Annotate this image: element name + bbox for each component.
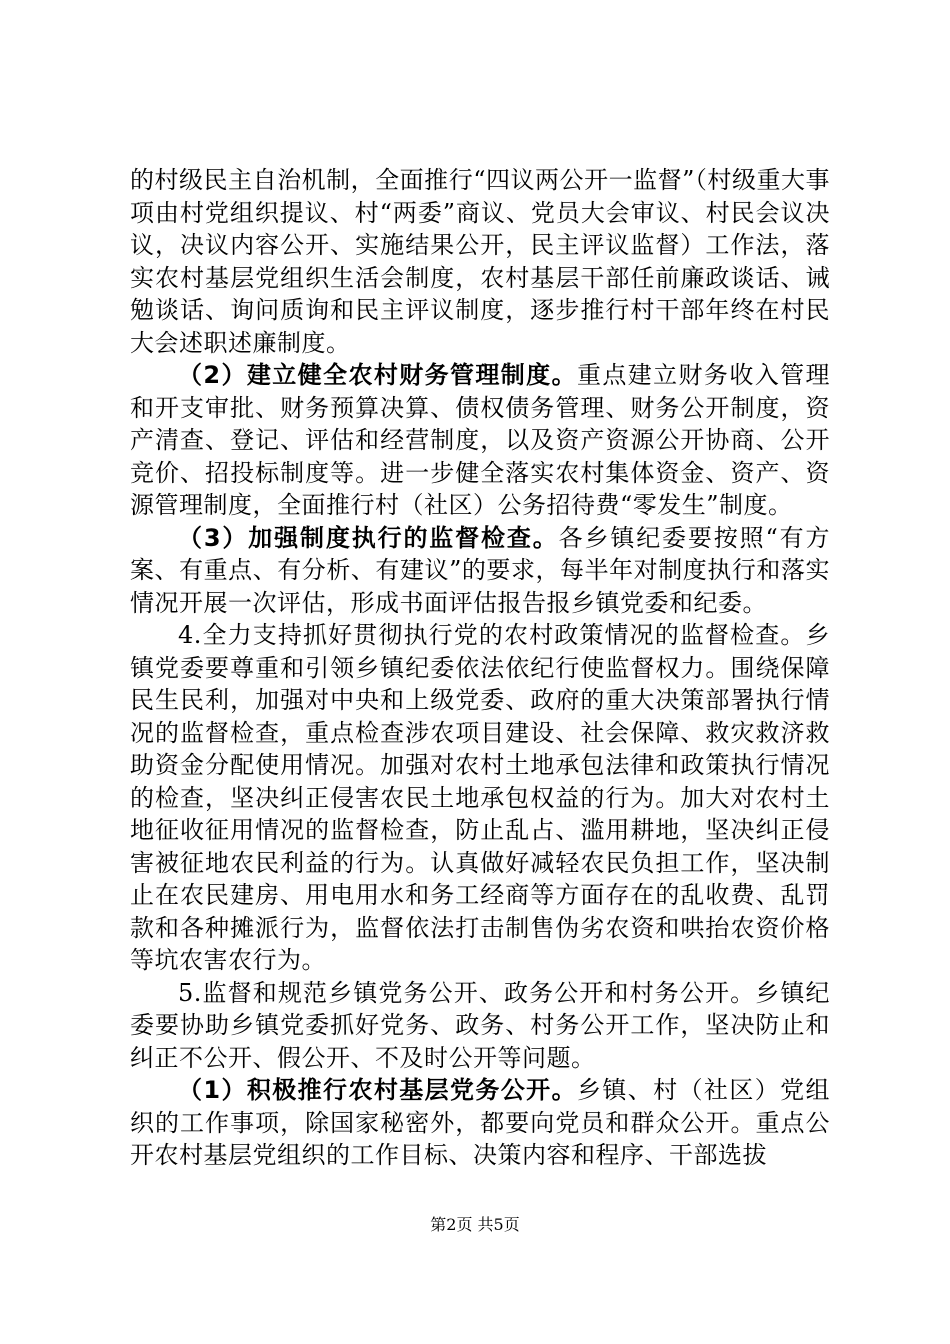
paragraph-text: 乡镇、村（社区）党组织的工作事项，除国家秘密外，都要向党员和群众公开。重点公开农村基层党组织的工作目标、决策内容和程序、干部选拔 <box>130 1076 830 1169</box>
paragraph-1 <box>130 164 830 359</box>
paragraph-6 <box>130 1074 830 1172</box>
paragraph-2 <box>130 359 830 522</box>
paragraph-text: 各乡镇纪委要按照“有方案、有重点、有分析、有建议”的要求，每半年对制度执行和落实情况开展一次评估，形成书面评估报告报乡镇党委和纪委。 <box>130 523 830 617</box>
paragraph-text: 4.全力支持抓好贯彻执行党的农村政策情况的监督检查。乡镇党委要尊重和引领乡镇纪委依法依纪行使监督权力。围绕保障民生民利，加强对中央和上级党委、政府的重大决策部署执行情况的监督检查，重点检查涉农项目建设、社会保障、救灾救济救助资金分配使用情况。加强对农村土地承包法律和政策执行情况的检查，坚决纠正侵害农民土地承包权益的行为。加大对农村土地征收征用情况的监督检查，防止乱占、滥用耕地，坚决纠正侵害被征地农民利益的行为。认真做好减轻农民负担工作，坚决制止在农民建房、用电用水和务工经商等方面存在的乱收费、乱罚款和各种摊派行为，监督依法打击制售伪劣农资和哄抬农资价格等坑农害农行为。 <box>130 621 830 974</box>
paragraph-3 <box>130 522 830 620</box>
paragraph-text: 的村级民主自治机制，全面推行“四议两公开一监督”（村级重大事项由村党组织提议、村“两委”商议、党员大会审议、村民会议决议，决议内容公开、实施结果公开，民主评议监督）工作法，落实农村基层党组织生活会制度，农村基层干部任前廉政谈话、诫勉谈话、询问质询和民主评议制度，逐步推行村干部年终在村民大会述职述廉制度。 <box>130 166 830 357</box>
page-number: 第2页 共5页 <box>430 1215 520 1234</box>
document-body <box>130 164 830 1172</box>
paragraph-heading: （3）加强制度执行的监督检查。 <box>178 523 559 552</box>
page-footer <box>0 1212 950 1235</box>
paragraph-4 <box>130 619 830 977</box>
paragraph-text: 5.监督和规范乡镇党务公开、政务公开和村务公开。乡镇纪委要协助乡镇党委抓好党务、政务、村务公开工作，坚决防止和纠正不公开、假公开、不及时公开等问题。 <box>130 978 830 1072</box>
paragraph-text: 重点建立财务收入管理和开支审批、财务预算决算、债权债务管理、财务公开制度，资产清查、登记、评估和经营制度，以及资产资源公开协商、公开竞价、招投标制度等。进一步健全落实农村集体资金、资产、资源管理制度，全面推行村（社区）公务招待费“零发生”制度。 <box>130 361 830 519</box>
paragraph-heading: （2）建立健全农村财务管理制度。 <box>178 361 577 389</box>
paragraph-5 <box>130 977 830 1075</box>
paragraph-heading: （1）积极推行农村基层党务公开。 <box>178 1076 577 1104</box>
